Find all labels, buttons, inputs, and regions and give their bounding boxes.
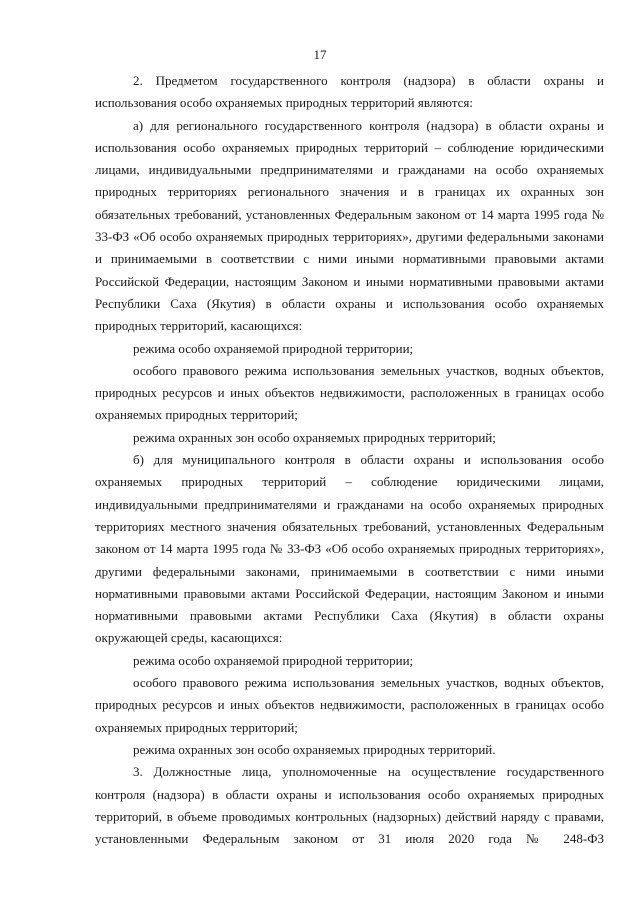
list-item: особого правового режима использования земельных участков, водных объектов, природных ресурсов и иных объектов недвижимости, расположенных в границах особо охраняемых природных территорий; xyxy=(95,362,604,423)
document-body xyxy=(95,70,604,850)
list-item: режима охранных зон особо охраняемых природных территорий; xyxy=(133,429,496,445)
paragraph-item-2: 2. Предметом государственного контроля (надзора) в области охраны и использования особо охраняемых природных территорий являются: xyxy=(95,73,604,111)
list-item: режима особо охраняемой природной территории; xyxy=(133,340,414,356)
paragraph-subitem-b: б) для муниципального контроля в области охраны и использования особо охраняемых природных территорий – соблюдение юридическими лицами, индивидуальными предпринимателями и гражданами на особо охраняемых природных территориях местного значения обязательных требований, установленных Федеральным законом от 14 марта 1995 года № 33-ФЗ «Об особо охраняемых природных территориях», другими федеральными законами, принимаемыми в соответствии с ними иными нормативными правовыми актами Российской Федерации, настоящим Законом и иными нормативными правовыми актами Республики Саха (Якутия) в области охраны окружающей среды, касающихся: xyxy=(95,452,604,646)
paragraph-subitem-a: а) для регионального государственного контроля (надзора) в области охраны и использования особо охраняемых природных территорий – соблюдение юридическими лицами, индивидуальными предпринимателями и гражданами на особо охраняемых природных территориях регионального значения и в границах их охранных зон обязательных требований, установленных Федеральным законом от 14 марта 1995 года № 33-ФЗ «Об особо охраняемых природных территориях», другими федеральными законами и принимаемыми в соответствии с ними иными нормативными правовыми актами Российской Федерации, настоящим Законом и иными нормативными правовыми актами Республики Саха (Якутия) в области охраны и использования особо охраняемых природных территорий, касающихся: xyxy=(95,117,604,334)
list-item: режима охранных зон особо охраняемых природных территорий. xyxy=(133,741,496,757)
page-number: 17 xyxy=(313,47,327,62)
list-item: режима особо охраняемой природной территории; xyxy=(133,652,414,668)
list-item: особого правового режима использования земельных участков, водных объектов, природных ресурсов и иных объектов недвижимости, расположенных в границах особо охраняемых природных территорий; xyxy=(95,675,604,735)
paragraph-item-3: 3. Должностные лица, уполномоченные на осуществление государственного контроля (надзора) в области охраны и использования особо охраняемых природных территорий, в объеме проводимых контрольных (надзорных) действий наряду с правами, установленными Федеральным законом от 31 июля 2020 года № 248-ФЗ xyxy=(95,764,604,847)
